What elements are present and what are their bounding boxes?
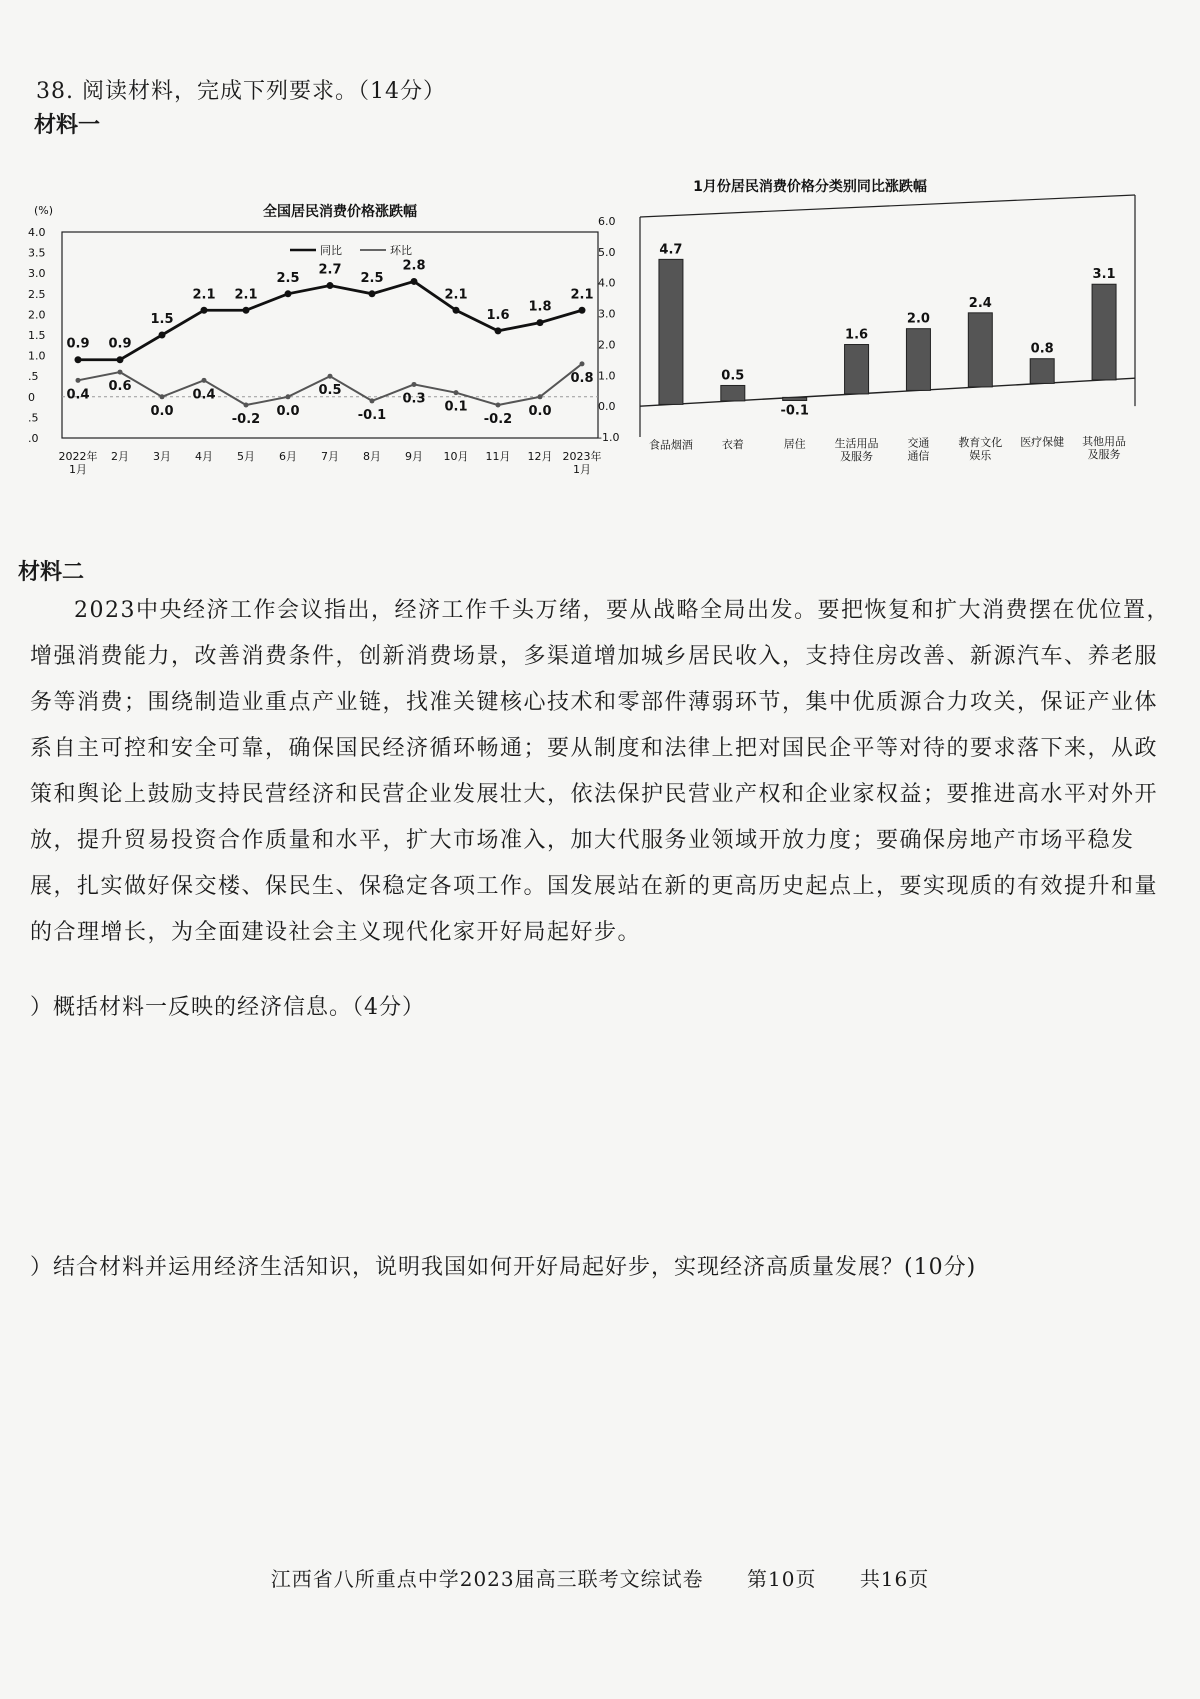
bar-chart-xtick: 居住 <box>783 437 806 451</box>
footer-page-number: 第10页 <box>747 1567 817 1591</box>
data-label-yoy: 1.8 <box>528 299 552 315</box>
bar <box>845 345 869 394</box>
bar <box>968 313 992 387</box>
bar-data-label: 3.1 <box>1092 267 1116 283</box>
line-chart-ytick: 2.5 <box>28 287 46 301</box>
category-bar-chart-svg <box>598 165 1140 510</box>
bar-chart-xtick: 其他用品及服务 <box>1082 435 1127 462</box>
page-footer <box>0 1563 1200 1592</box>
series-point-yoy <box>243 307 250 314</box>
bar <box>659 259 683 404</box>
material2-paragraph <box>30 588 1180 956</box>
line-chart-xtick: 2月 <box>111 450 129 463</box>
data-label-yoy: 1.6 <box>486 307 510 323</box>
legend-label-mom: 环比 <box>390 244 412 257</box>
category-bar-chart <box>598 165 1140 510</box>
series-point-mom <box>118 370 123 375</box>
bar-chart-ytick: 0.0 <box>598 400 616 414</box>
bar-chart-top-border <box>640 195 1135 217</box>
data-label-yoy: 2.1 <box>192 287 216 303</box>
bar-data-label: -0.1 <box>780 403 809 419</box>
line-chart-xtick: 12月 <box>527 450 553 463</box>
sub-question-1: ）概括材料一反映的经济信息。（4分） <box>30 995 425 1020</box>
bar-chart-xtick: 衣着 <box>721 438 744 452</box>
footer-exam-title: 江西省八所重点中学2023届高三联考文综试卷 <box>270 1567 704 1591</box>
cpi-line-chart-svg <box>20 190 610 520</box>
footer-total-pages: 共16页 <box>859 1567 930 1591</box>
line-chart-ytick: .0 <box>28 432 39 445</box>
bar-data-label: 2.0 <box>906 311 930 327</box>
series-point-yoy <box>369 290 376 297</box>
line-chart-ytick: 2.0 <box>28 308 46 322</box>
data-label-mom: 0.0 <box>276 403 300 419</box>
series-point-mom <box>328 374 333 379</box>
bar-data-label: 2.4 <box>968 295 992 311</box>
material2-text: 2023中央经济工作会议指出，经济工作千头万绪，要从战略全局出发。要把恢复和扩大消费摆在优位置，增强消费能力，改善消费条件，创新消费场景，多渠道增加城乡居民收入，支持住房改善、新源汽车、养老服务等消费；围绕制造业重点产业链，找准关键核心技术和零部件薄弱环节，集中优质源合力攻关，保证产业体系自主可控和安全可靠，确保国民经济循环畅通；要从制度和法律上把对国民企平等对待的要求落下来，从政策和舆论上鼓励支持民营经济和民营企业发展壮大，依法保护民营业产权和企业家权益；要推进高水平对外开放，提升贸易投资合作质量和水平，扩大市场准入，加大代服务业领域开放力度；要确保房地产市场平稳发展，扎实做好保交楼、保民生、保稳定各项工作。国发展站在新的更高历史起点上，要实现质的有效提升和量的合理增长，为全面建设社会主义现代化家开好局起好步。 <box>30 598 1170 945</box>
line-chart-ytick: 3.5 <box>28 246 46 260</box>
series-point-mom <box>202 378 207 383</box>
bar-chart-ytick: 4.0 <box>598 276 616 290</box>
data-label-yoy: 1.5 <box>150 312 174 327</box>
bar-chart-title: 1月份居民消费价格分类别同比涨跌幅 <box>693 179 927 195</box>
series-point-yoy <box>201 307 208 314</box>
bar-data-label: 0.5 <box>721 368 745 384</box>
bar-chart-xtick: 生活用品及服务 <box>834 437 879 464</box>
series-point-yoy <box>327 282 334 289</box>
bar-chart-ytick: -1.0 <box>598 431 620 444</box>
series-point-yoy <box>537 319 544 326</box>
data-label-yoy: 0.9 <box>108 336 132 352</box>
data-label-yoy: 2.8 <box>402 258 426 274</box>
data-label-mom: -0.2 <box>483 412 513 428</box>
series-point-mom <box>538 394 543 399</box>
data-label-mom: -0.2 <box>231 412 261 428</box>
data-label-mom: 0.0 <box>528 403 552 419</box>
bar-data-label: 1.6 <box>845 327 869 343</box>
series-point-mom <box>160 394 165 399</box>
series-point-yoy <box>117 356 124 363</box>
series-point-yoy <box>285 290 292 297</box>
line-chart-ylabel: (%) <box>34 204 54 217</box>
line-chart-ytick: 1.5 <box>28 329 46 342</box>
material1-label: 材料一 <box>34 113 101 138</box>
data-label-mom: 0.5 <box>318 383 342 399</box>
series-point-yoy <box>495 327 502 334</box>
series-point-yoy <box>159 332 166 339</box>
series-point-mom <box>580 361 585 366</box>
series-point-yoy <box>75 356 82 363</box>
bar <box>721 385 745 400</box>
line-chart-xtick: 4月 <box>195 450 213 463</box>
bar-chart-xtick: 食品烟酒 <box>648 438 693 452</box>
series-point-mom <box>76 378 81 383</box>
question-heading: 38. 阅读材料，完成下列要求。（14分） <box>36 79 446 104</box>
cpi-line-chart <box>20 190 610 520</box>
bar <box>1030 359 1054 384</box>
line-chart-xtick: 11月 <box>485 450 511 463</box>
bar-chart-ytick: 3.0 <box>598 307 616 321</box>
series-point-mom <box>286 394 291 399</box>
bar-chart-xtick: 医疗保健 <box>1020 435 1065 449</box>
bar-data-label: 0.8 <box>1030 341 1054 357</box>
series-point-mom <box>454 390 459 395</box>
data-label-yoy: 0.9 <box>66 336 90 352</box>
data-label-yoy: 2.5 <box>360 270 384 286</box>
line-chart-xtick: 5月 <box>237 450 255 463</box>
line-chart-ytick: 1.0 <box>28 349 46 363</box>
data-label-yoy: 2.1 <box>570 287 594 303</box>
series-point-mom <box>370 398 375 403</box>
bar-chart-xtick: 教育文化娱乐 <box>958 436 1003 463</box>
line-chart-ytick: 0 <box>28 390 35 404</box>
line-chart-ytick: 4.0 <box>28 226 46 239</box>
bar-data-label: 4.7 <box>659 242 683 258</box>
legend-label-yoy: 同比 <box>320 244 342 257</box>
bar <box>783 397 807 400</box>
line-chart-xtick: 3月 <box>153 450 171 463</box>
series-point-mom <box>496 403 501 408</box>
bar-chart-ytick: 2.0 <box>598 338 616 352</box>
data-label-mom: 0.3 <box>402 391 426 407</box>
bar-chart-zero-axis <box>640 378 1135 406</box>
sub-question-2: ）结合材料并运用经济生活知识，说明我国如何开好局起好步，实现经济高质量发展？(10分) <box>30 1255 977 1280</box>
series-point-yoy <box>411 278 418 285</box>
line-chart-xtick: 6月 <box>279 450 297 463</box>
bar-chart-ytick: 1.0 <box>598 369 616 383</box>
data-label-yoy: 2.7 <box>318 262 342 278</box>
line-chart-xtick: 2023年 1月 <box>562 450 602 476</box>
bar-chart-ytick: 6.0 <box>598 215 616 228</box>
data-label-mom: 0.4 <box>66 387 90 403</box>
data-label-mom: 0.4 <box>192 387 216 403</box>
line-chart-xtick: 9月 <box>405 450 423 463</box>
line-chart-title: 全国居民消费价格涨跌幅 <box>263 204 417 220</box>
bar-chart-xtick: 交通通信 <box>907 436 930 463</box>
series-point-mom <box>244 403 249 408</box>
line-chart-xtick: 8月 <box>363 450 381 463</box>
data-label-mom: 0.6 <box>108 379 132 395</box>
line-chart-xtick: 7月 <box>321 450 339 463</box>
data-label-mom: 0.8 <box>570 370 594 386</box>
data-label-yoy: 2.1 <box>444 287 468 303</box>
data-label-mom: -0.1 <box>357 407 387 423</box>
line-chart-xtick: 10月 <box>443 450 469 463</box>
bar <box>1092 284 1116 380</box>
series-point-mom <box>412 382 417 387</box>
line-chart-xtick: 2022年 1月 <box>58 450 98 476</box>
data-label-yoy: 2.5 <box>276 270 300 286</box>
bar <box>906 329 930 391</box>
series-point-yoy <box>579 307 586 314</box>
line-chart-ytick: .5 <box>28 411 39 425</box>
data-label-mom: 0.1 <box>444 399 468 415</box>
series-point-yoy <box>453 307 460 314</box>
line-chart-ytick: 3.0 <box>28 267 46 281</box>
data-label-mom: 0.0 <box>150 403 174 419</box>
data-label-yoy: 2.1 <box>234 287 258 303</box>
line-chart-ytick: .5 <box>28 370 39 384</box>
material2-label: 材料二 <box>18 560 85 585</box>
bar-chart-ytick: 5.0 <box>598 245 616 259</box>
